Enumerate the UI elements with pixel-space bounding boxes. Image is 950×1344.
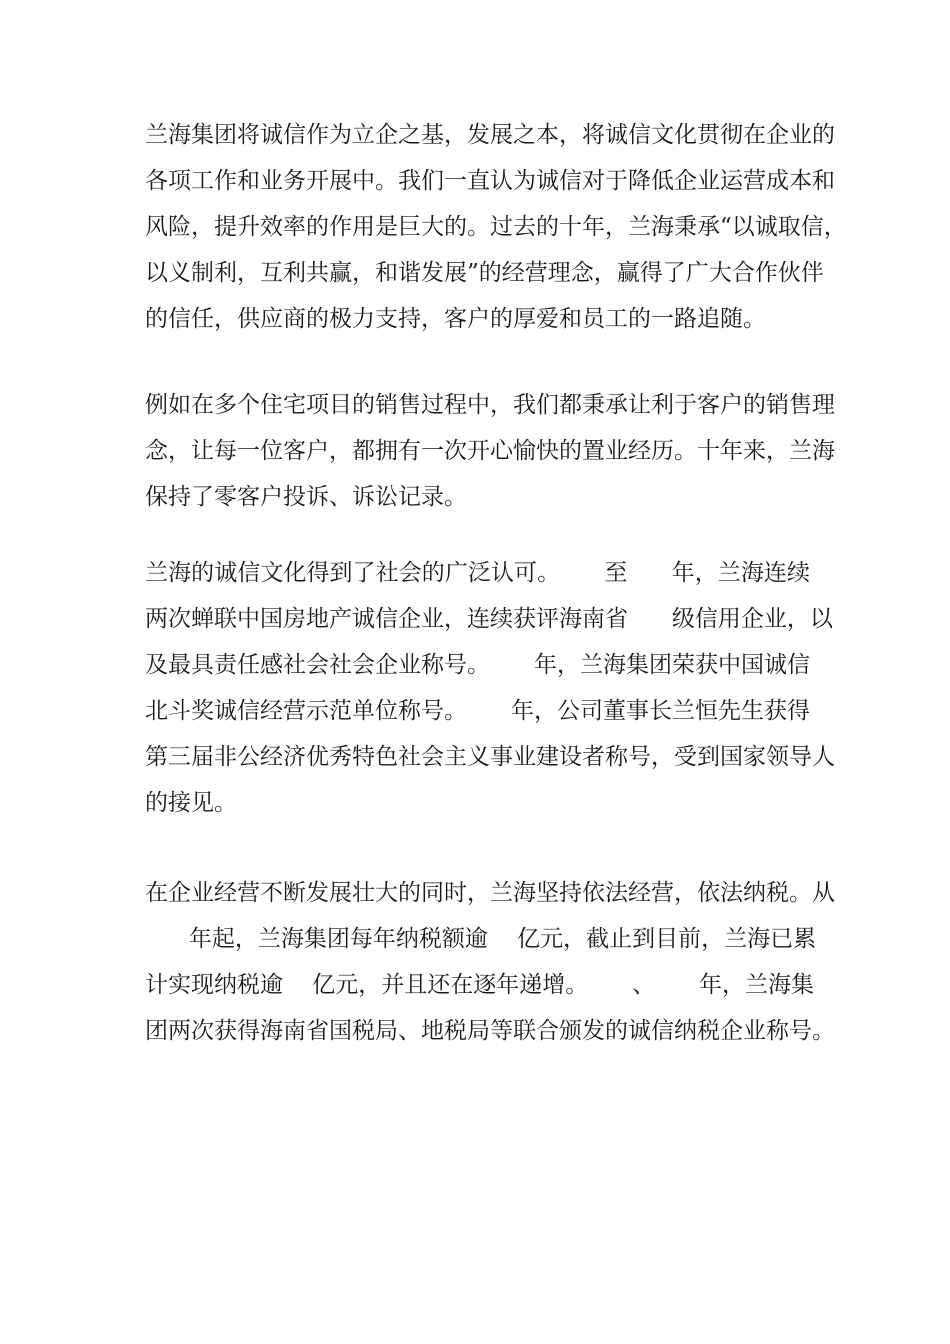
paragraph-sales-example bbox=[145, 382, 835, 520]
text-line: 年起，兰海集团每年纳税额逾 亿元，截止到目前，兰海已累 bbox=[145, 926, 817, 952]
text-line: 第三届非公经济优秀特色社会主义事业建设者称号，受到国家领导人 bbox=[145, 744, 835, 770]
paragraph-integrity-foundation bbox=[145, 112, 847, 342]
text-line: 保持了零客户投诉、诉讼记录。 bbox=[145, 484, 467, 510]
text-line: 两次蝉联中国房地产诚信企业，连续获评海南省 级信用企业，以 bbox=[145, 606, 833, 632]
text-line: 念，让每一位客户，都拥有一次开心愉快的置业经历。十年来，兰海 bbox=[145, 438, 835, 464]
text-line: 兰海集团将诚信作为立企之基，发展之本，将诚信文化贯彻在企业的 bbox=[145, 122, 835, 148]
text-line: 风险，提升效率的作用是巨大的。过去的十年，兰海秉承“以诚取信， bbox=[145, 214, 847, 240]
text-line: 的信任，供应商的极力支持，客户的厚爱和员工的一路追随。 bbox=[145, 306, 766, 332]
text-line: 计实现纳税逾 亿元，并且还在逐年递增。 、 年，兰海集 bbox=[145, 972, 814, 998]
text-line: 北斗奖诚信经营示范单位称号。 年，公司董事长兰恒先生获得 bbox=[145, 698, 810, 724]
paragraph-tax-compliance bbox=[145, 870, 835, 1054]
paragraph-social-recognition bbox=[145, 550, 835, 826]
text-line: 例如在多个住宅项目的销售过程中，我们都秉承让利于客户的销售理 bbox=[145, 392, 835, 418]
text-line: 的接见。 bbox=[145, 790, 237, 816]
text-line: 团两次获得海南省国税局、地税局等联合颁发的诚信纳税企业称号。 bbox=[145, 1018, 835, 1044]
text-line: 兰海的诚信文化得到了社会的广泛认可。 至 年，兰海连续 bbox=[145, 560, 810, 586]
text-line: 以义制利，互利共赢，和谐发展”的经营理念，赢得了广大合作伙伴 bbox=[145, 260, 824, 286]
text-line: 在企业经营不断发展壮大的同时，兰海坚持依法经营，依法纳税。从 bbox=[145, 880, 835, 906]
text-line: 及最具责任感社会社会企业称号。 年，兰海集团荣获中国诚信 bbox=[145, 652, 810, 678]
text-line: 各项工作和业务开展中。我们一直认为诚信对于降低企业运营成本和 bbox=[145, 168, 835, 194]
